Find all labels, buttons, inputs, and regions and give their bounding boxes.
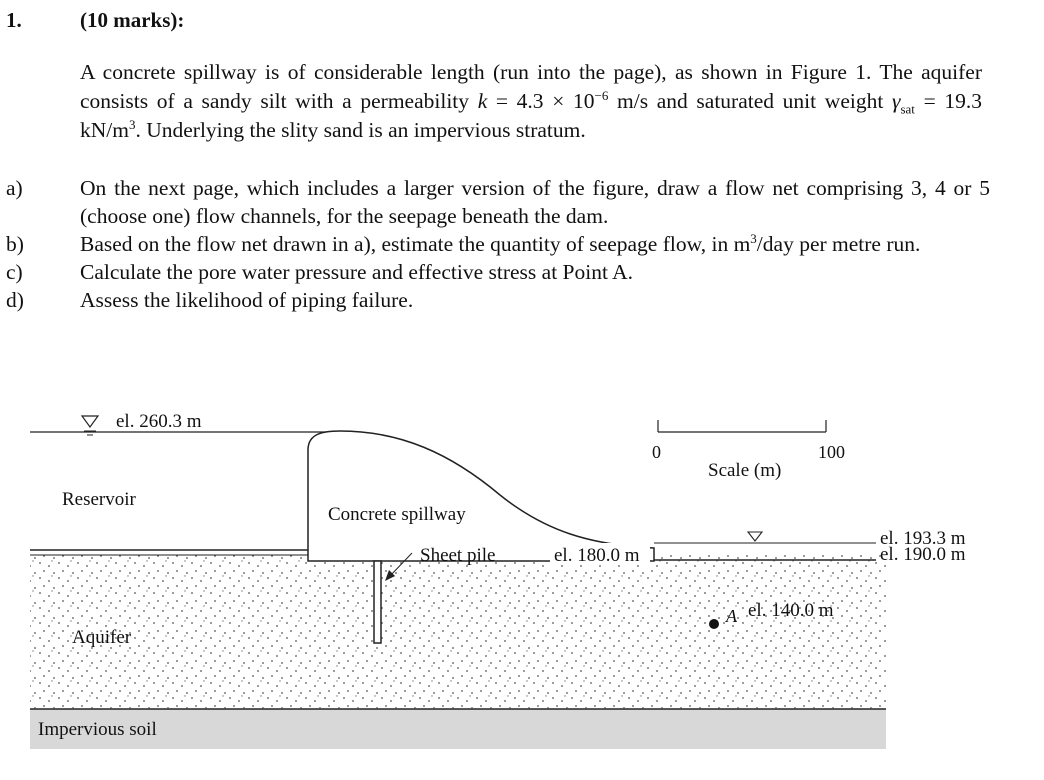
tailwater-level-icon [748, 532, 762, 541]
point-a-label: A [726, 606, 737, 626]
question-parts [0, 174, 990, 314]
point-a-marker [709, 619, 719, 629]
scale-label: Scale (m) [708, 460, 782, 481]
spillway-label: Concrete spillway [328, 504, 466, 525]
part-c [0, 258, 990, 286]
base-elevation-label: el. 180.0 m [554, 545, 640, 566]
part-d-label: d) [6, 288, 24, 312]
part-b [0, 230, 990, 258]
aquifer-right [650, 555, 886, 709]
question-marks: (10 marks): [80, 8, 185, 32]
upstream-water-level-icon [82, 416, 98, 427]
sheet-pile-label: Sheet pile [420, 545, 496, 566]
part-b-text: Based on the flow net drawn in a), estimate the quantity of seepage flow, in $m^3$/day per metre run. [80, 230, 921, 256]
question-intro: A concrete spillway is of considerable length (run into the page), as shown in Figure 1. The aquifer consists of a sandy silt with a permeability $k = 4.3 \times 10^{-6}$ m/s and saturated unit weight $\gamma_{sat} = 19.3$ $kN/m^3$. Underlying the slity sand is an impervious stratum. [80, 60, 982, 142]
downstream-ground-elevation-label: el. 190.0 m [880, 544, 966, 565]
reservoir-label: Reservoir [62, 489, 136, 510]
part-d-text: Assess the likelihood of piping failure. [80, 288, 414, 312]
part-a-text: On the next page, which includes a larger version of the figure, draw a flow net comprising 3, 4 or 5 (choose one) flow channels, for the seepage beneath the dam. [80, 176, 990, 228]
scale-end-label: 100 [818, 442, 845, 462]
concrete-spillway [308, 431, 654, 561]
impervious-soil-label: Impervious soil [38, 719, 157, 740]
part-d [0, 286, 990, 314]
part-c-label: c) [6, 260, 23, 284]
part-a-label: a) [6, 176, 23, 200]
figure-1-spillway-diagram [0, 395, 1044, 780]
part-b-label: b) [6, 232, 24, 256]
scale-start-label: 0 [652, 442, 661, 462]
tailwater-elevation-label: el. 193.3 m [880, 528, 966, 549]
part-c-text: Calculate the pore water pressure and effective stress at Point A. [80, 260, 634, 284]
question-number: 1. [6, 8, 22, 32]
point-a-elevation-label: el. 140.0 m [748, 600, 834, 621]
sheet-pile [374, 561, 381, 643]
upstream-elevation-label: el. 260.3 m [116, 411, 202, 432]
aquifer-label: Aquifer [72, 627, 132, 648]
part-a [0, 174, 990, 230]
impervious-layer [30, 709, 886, 749]
